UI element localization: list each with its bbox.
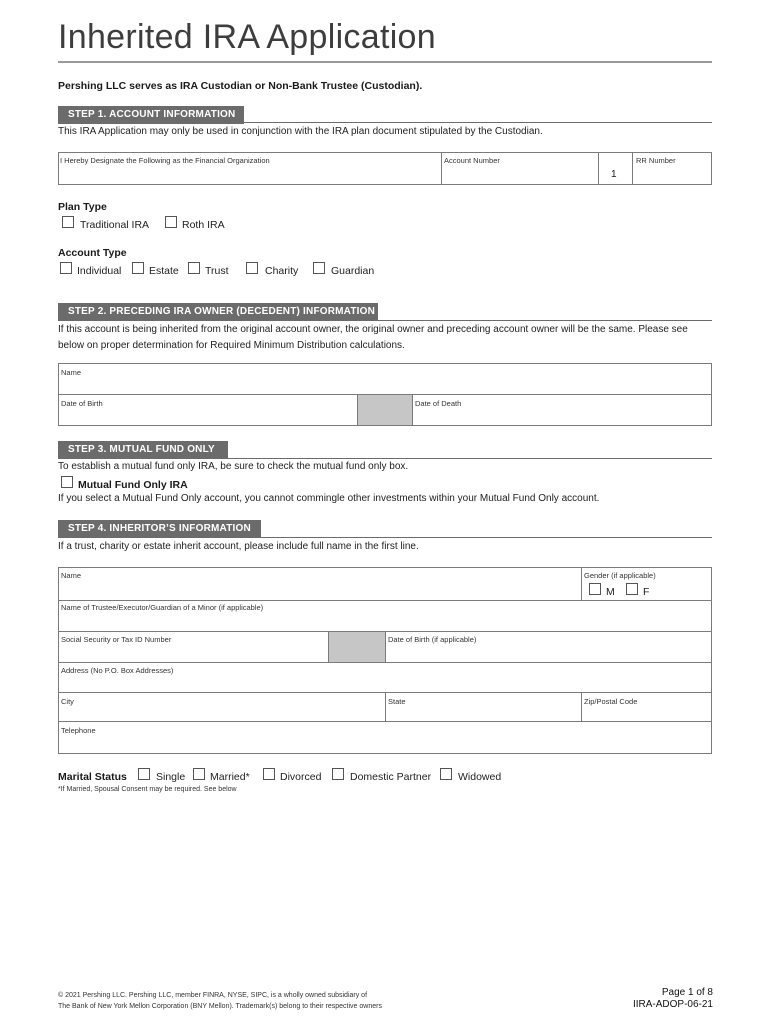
step4-intro: If a trust, charity or estate inherit account, please include full name in the first line. — [58, 541, 419, 552]
decedent-dod-field[interactable]: Date of Death — [415, 399, 462, 408]
page-number: Page 1 of 8 — [661, 987, 713, 998]
state-field[interactable]: State — [388, 697, 406, 706]
traditional-ira-checkbox[interactable] — [62, 216, 74, 228]
account-type-label: Account Type — [58, 247, 127, 259]
single-label: Single — [156, 771, 186, 783]
zip-field[interactable]: Zip/Postal Code — [584, 697, 638, 706]
domestic-partner-checkbox[interactable] — [332, 768, 344, 780]
divider — [441, 152, 442, 185]
step1-heading: STEP 1. ACCOUNT INFORMATION — [58, 106, 244, 124]
divider — [328, 631, 329, 662]
marital-status-label: Marital Status — [58, 771, 127, 783]
step3-note: If you select a Mutual Fund Only account, you cannot commingle other investments within your Mutual Fund Only account. — [58, 493, 600, 504]
address-field[interactable]: Address (No P.O. Box Addresses) — [61, 666, 174, 675]
roth-ira-label: Roth IRA — [182, 219, 225, 231]
footer-trademark: The Bank of New York Mellon Corporation (BNY Mellon). Trademark(s) belong to their respective owners — [58, 1003, 382, 1010]
mutual-fund-only-checkbox[interactable] — [61, 476, 73, 488]
rr-number-field[interactable]: RR Number — [636, 156, 676, 165]
individual-label: Individual — [77, 265, 122, 277]
divider — [632, 152, 633, 185]
divider — [581, 692, 582, 721]
gender-label: Gender (if applicable) — [584, 571, 656, 580]
divider — [58, 662, 712, 663]
footer-copyright: © 2021 Pershing LLC. Pershing LLC, member FINRA, NYSE, SIPC, is a wholly owned subsidiary of — [58, 992, 368, 999]
spousal-consent-footnote: *If Married, Spousal Consent may be required. See below — [58, 786, 237, 793]
married-checkbox[interactable] — [193, 768, 205, 780]
trustee-name-field[interactable]: Name of Trustee/Executor/Guardian of a Minor (if applicable) — [61, 603, 264, 612]
divorced-label: Divorced — [280, 771, 322, 783]
divider — [58, 600, 712, 601]
decedent-name-field[interactable]: Name — [61, 368, 82, 377]
city-field[interactable]: City — [61, 697, 74, 706]
inheritor-dob-field[interactable]: Date of Birth (if applicable) — [388, 635, 477, 644]
gender-f-checkbox[interactable] — [626, 583, 638, 595]
divider — [357, 394, 358, 426]
divider — [385, 631, 386, 662]
inheritor-name-field[interactable]: Name — [61, 571, 82, 580]
step3-intro: To establish a mutual fund only IRA, be sure to check the mutual fund only box. — [58, 461, 409, 472]
traditional-ira-label: Traditional IRA — [80, 219, 150, 231]
domestic-partner-label: Domestic Partner — [350, 771, 432, 783]
divider — [58, 721, 712, 722]
step4-heading: STEP 4. INHERITOR’S INFORMATION — [58, 520, 261, 538]
mutual-fund-only-label: Mutual Fund Only IRA — [78, 479, 188, 491]
gender-m-checkbox[interactable] — [589, 583, 601, 595]
trust-checkbox[interactable] — [188, 262, 200, 274]
telephone-field[interactable]: Telephone — [61, 726, 96, 735]
guardian-label: Guardian — [331, 265, 375, 277]
charity-label: Charity — [265, 265, 299, 277]
guardian-checkbox[interactable] — [313, 262, 325, 274]
form-code: IIRA-ADOP-06-21 — [632, 999, 713, 1010]
ssn-field[interactable]: Social Security or Tax ID Number — [61, 635, 172, 644]
title-divider — [58, 61, 712, 63]
divider — [581, 567, 582, 600]
step2-intro: If this account is being inherited from the original account owner, the original owner and preceding account owner will be the same. Please see below on proper determination for Required Minimum Distribution calculations. — [58, 324, 688, 351]
divider — [385, 692, 386, 721]
step3-heading: STEP 3. MUTUAL FUND ONLY — [58, 441, 228, 459]
estate-label: Estate — [149, 265, 179, 277]
single-checkbox[interactable] — [138, 768, 150, 780]
decedent-dob-field[interactable]: Date of Birth — [61, 399, 103, 408]
divider — [412, 394, 413, 426]
married-label: Married* — [210, 771, 250, 783]
roth-ira-checkbox[interactable] — [165, 216, 177, 228]
widowed-label: Widowed — [458, 771, 502, 783]
step2-heading: STEP 2. PRECEDING IRA OWNER (DECEDENT) INFORMATION — [58, 303, 378, 321]
step1-intro: This IRA Application may only be used in conjunction with the IRA plan document stipulated by the Custodian. — [58, 126, 543, 137]
estate-checkbox[interactable] — [132, 262, 144, 274]
widowed-checkbox[interactable] — [440, 768, 452, 780]
financial-organization-field[interactable]: I Hereby Designate the Following as the Financial Organization — [60, 156, 270, 165]
divider — [598, 152, 599, 185]
charity-checkbox[interactable] — [246, 262, 258, 274]
shaded-cell — [328, 632, 385, 662]
gender-f-label: F — [643, 586, 650, 598]
account-number-marker: 1 — [611, 169, 617, 180]
divorced-checkbox[interactable] — [263, 768, 275, 780]
individual-checkbox[interactable] — [60, 262, 72, 274]
custodian-statement: Pershing LLC serves as IRA Custodian or Non-Bank Trustee (Custodian). — [58, 80, 423, 92]
gender-m-label: M — [606, 586, 615, 598]
account-number-field[interactable]: Account Number — [444, 156, 500, 165]
plan-type-label: Plan Type — [58, 201, 107, 213]
page-title: Inherited IRA Application — [58, 18, 436, 56]
shaded-cell — [357, 395, 412, 425]
trust-label: Trust — [205, 265, 229, 277]
